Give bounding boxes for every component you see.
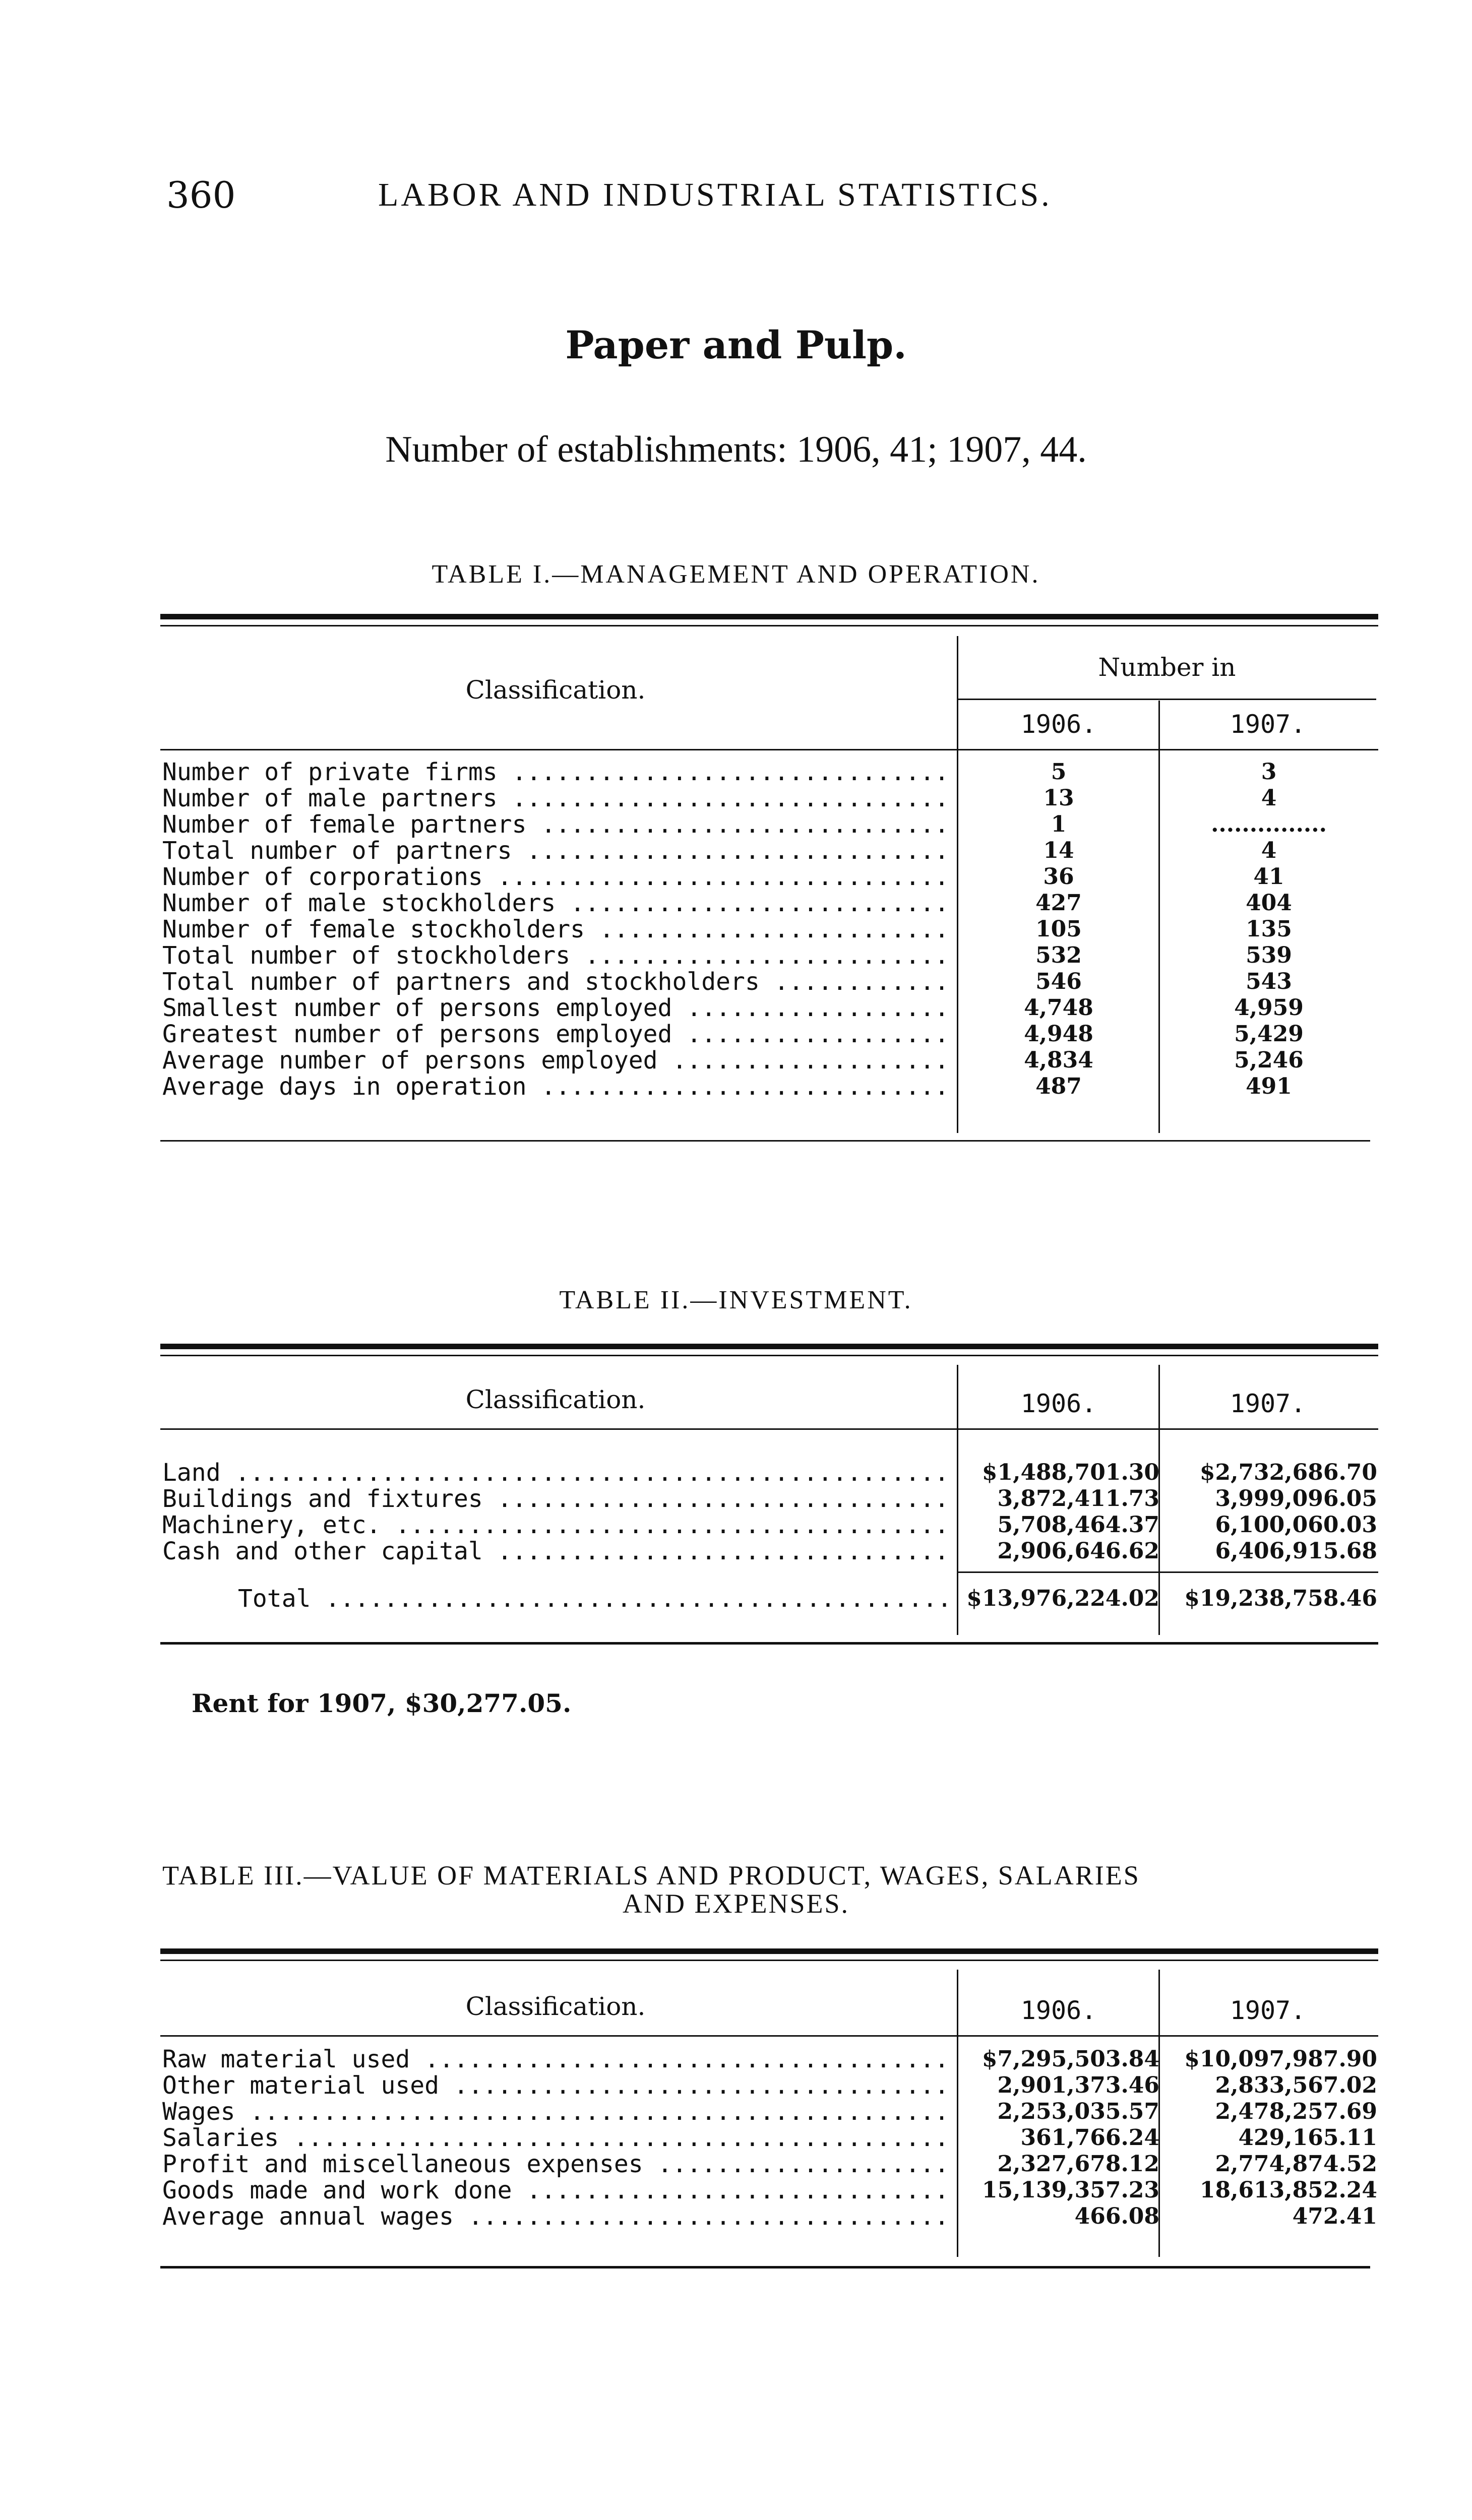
table1-head-rule bbox=[160, 749, 1378, 750]
table3-caption-line1: TABLE III.—VALUE OF MATERIALS AND PRODUCT, WAGES, SALARIES bbox=[162, 1860, 1140, 1891]
value-1907: 2,774,874.52 bbox=[1215, 2151, 1377, 2177]
table2-top-rule bbox=[160, 1344, 1378, 1349]
table3-col-classification: Classification. bbox=[465, 1992, 646, 2021]
table3-col-1907: 1907. bbox=[1230, 1996, 1306, 2025]
value-1907: 5,246 bbox=[1234, 1047, 1304, 1073]
value-1906: 36 bbox=[1043, 864, 1074, 890]
row-label: Average annual wages ..... bbox=[162, 2203, 949, 2230]
value-1906: $1,488,701.30 bbox=[982, 1460, 1159, 1485]
section-title: Paper and Pulp. bbox=[565, 323, 907, 367]
value-1907: 41 bbox=[1253, 864, 1284, 890]
value-1906: 3,872,411.73 bbox=[997, 1486, 1159, 1511]
value-1907: 429,165.11 bbox=[1238, 2125, 1377, 2151]
value-1906: 2,327,678.12 bbox=[997, 2151, 1159, 2177]
table2-col-1906: 1906. bbox=[1020, 1389, 1097, 1418]
value-1906: 427 bbox=[1035, 890, 1082, 916]
value-1907: 4,959 bbox=[1234, 995, 1304, 1021]
value-1906: 105 bbox=[1035, 916, 1082, 942]
table3-col-1906: 1906. bbox=[1020, 1996, 1097, 2025]
value-1907: 5,429 bbox=[1234, 1021, 1304, 1047]
value-1906: 5,708,464.37 bbox=[997, 1512, 1159, 1538]
page-number: 360 bbox=[166, 174, 236, 216]
table2-total-rule bbox=[958, 1571, 1378, 1573]
table3-bottom-rule bbox=[160, 2266, 1370, 2269]
row-label: Land ..... bbox=[162, 1460, 949, 1486]
row-label: Salaries ..... bbox=[162, 2125, 949, 2151]
row-label: Number of female stockholders ..... bbox=[162, 916, 949, 942]
table3-head-rule bbox=[160, 2035, 1378, 2037]
value-1906: $7,295,503.84 bbox=[982, 2046, 1159, 2072]
table2-head-rule bbox=[160, 1428, 1378, 1430]
value-1907: 135 bbox=[1246, 916, 1292, 942]
table2-caption: TABLE II.—INVESTMENT. bbox=[559, 1286, 913, 1314]
table1-col-1907: 1907. bbox=[1230, 710, 1306, 739]
table1-col-classification: Classification. bbox=[465, 675, 646, 705]
value-1907: 3,999,096.05 bbox=[1215, 1486, 1377, 1511]
value-1906: 361,766.24 bbox=[1020, 2125, 1159, 2151]
table1-group-rule bbox=[958, 699, 1376, 700]
row-label: Total number of stockholders ..... bbox=[162, 942, 949, 969]
running-title: LABOR AND INDUSTRIAL STATISTICS. bbox=[378, 176, 1052, 213]
table1-top-rule bbox=[160, 614, 1378, 619]
value-1907: 3 bbox=[1261, 759, 1277, 785]
table1-caption: TABLE I.—MANAGEMENT AND OPERATION. bbox=[432, 560, 1040, 589]
value-1907: 2,833,567.02 bbox=[1215, 2072, 1377, 2098]
value-1907: 2,478,257.69 bbox=[1215, 2099, 1377, 2124]
row-label: Goods made and work done ..... bbox=[162, 2177, 949, 2203]
value-1907: 4 bbox=[1261, 838, 1277, 863]
value-1907: $2,732,686.70 bbox=[1199, 1460, 1377, 1485]
row-label: Number of corporations ..... bbox=[162, 864, 949, 890]
row-label: Number of female partners ..... bbox=[162, 811, 949, 838]
value-1907: 539 bbox=[1246, 942, 1292, 968]
table1-col-1906: 1906. bbox=[1020, 710, 1097, 739]
table2-col-1907: 1907. bbox=[1230, 1389, 1306, 1418]
value-1907: 404 bbox=[1246, 890, 1292, 916]
value-1907: $10,097,987.90 bbox=[1184, 2046, 1377, 2072]
value-1907: 543 bbox=[1246, 969, 1292, 994]
row-label: Smallest number of persons employed ..... bbox=[162, 995, 949, 1021]
row-label: Wages ..... bbox=[162, 2099, 949, 2125]
establishments-line: Number of establishments: 1906, 41; 1907, 44. bbox=[385, 429, 1087, 470]
row-label: Total number of partners and stockholders ..... bbox=[162, 969, 949, 995]
row-label: Number of male partners ..... bbox=[162, 785, 949, 811]
row-label: Other material used ..... bbox=[162, 2072, 949, 2099]
table3-caption-line2: AND EXPENSES. bbox=[622, 1888, 850, 1919]
value-1906: 2,906,646.62 bbox=[997, 1538, 1159, 1564]
value-1907: 6,406,915.68 bbox=[1215, 1538, 1377, 1564]
row-label: Cash and other capital ..... bbox=[162, 1538, 949, 1564]
row-label: Total number of partners ..... bbox=[162, 838, 949, 864]
table2-note: Rent for 1907, $30,277.05. bbox=[192, 1688, 572, 1718]
table1-bottom-rule bbox=[160, 1140, 1370, 1142]
value-1907: 472.41 bbox=[1292, 2203, 1377, 2229]
table2-bottom-rule bbox=[160, 1642, 1378, 1645]
row-label: Average number of persons employed ..... bbox=[162, 1047, 949, 1074]
table1-top-rule-thin bbox=[160, 625, 1378, 626]
value-1906: 4,948 bbox=[1024, 1021, 1093, 1047]
value-1906: 532 bbox=[1035, 942, 1082, 968]
value-1906: 5 bbox=[1051, 759, 1067, 785]
table3-top-rule-thin bbox=[160, 1960, 1378, 1961]
value-1906: 2,901,373.46 bbox=[997, 2072, 1159, 2098]
table2-total-label: Total ..... bbox=[162, 1586, 949, 1612]
value-1906: 1 bbox=[1051, 811, 1067, 837]
value-1907: 491 bbox=[1246, 1074, 1292, 1099]
value-1906: 487 bbox=[1035, 1074, 1082, 1099]
row-label: Average days in operation ..... bbox=[162, 1074, 949, 1100]
row-label: Raw material used ..... bbox=[162, 2046, 949, 2072]
row-label: Profit and miscellaneous expenses ..... bbox=[162, 2151, 949, 2177]
table3-top-rule bbox=[160, 1948, 1378, 1954]
value-1907: 4 bbox=[1261, 785, 1277, 811]
row-label: Buildings and fixtures ..... bbox=[162, 1486, 949, 1512]
table2-total-1906: $13,976,224.02 bbox=[966, 1586, 1159, 1611]
value-1907: 6,100,060.03 bbox=[1215, 1512, 1377, 1538]
value-1906: 2,253,035.57 bbox=[997, 2099, 1159, 2124]
value-1906: 15,139,357.23 bbox=[982, 2177, 1159, 2203]
row-label: Number of male stockholders ..... bbox=[162, 890, 949, 916]
page-header bbox=[166, 174, 1376, 219]
row-label: Number of private firms ..... bbox=[162, 759, 949, 785]
value-1907: 18,613,852.24 bbox=[1199, 2177, 1377, 2203]
value-1906: 4,834 bbox=[1024, 1047, 1093, 1073]
value-1906: 4,748 bbox=[1024, 995, 1093, 1021]
table2-top-rule-thin bbox=[160, 1355, 1378, 1356]
row-label: Greatest number of persons employed ..... bbox=[162, 1021, 949, 1047]
table2-col-classification: Classification. bbox=[465, 1385, 646, 1414]
value-1906: 13 bbox=[1043, 785, 1074, 811]
value-1906: 546 bbox=[1035, 969, 1082, 994]
row-label: Machinery, etc. ..... bbox=[162, 1512, 949, 1538]
value-1907: ............... bbox=[1211, 811, 1327, 837]
value-1906: 466.08 bbox=[1074, 2203, 1159, 2229]
table1-col-group: Number in bbox=[1098, 653, 1236, 682]
table2-total-1907: $19,238,758.46 bbox=[1184, 1586, 1377, 1611]
value-1906: 14 bbox=[1043, 838, 1074, 863]
